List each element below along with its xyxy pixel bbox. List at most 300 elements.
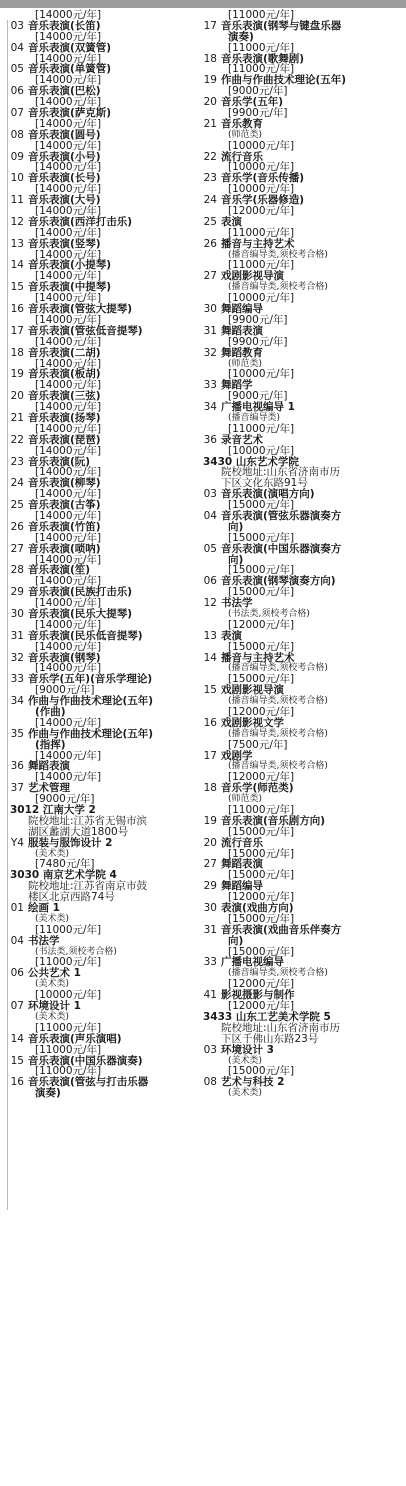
category-note: (播音编导类,须校考合格) (228, 663, 328, 674)
major-name: 音乐表演(演唱方向) (221, 488, 315, 501)
tuition-fee: [15000元/年] (228, 847, 295, 860)
major-name: 音乐表演(单簧管) (28, 63, 112, 76)
major-name: 广播电视编导 (221, 956, 284, 969)
major-name: 音乐表演(长笛) (28, 19, 101, 32)
school-name: 南京艺术学院 4 (39, 869, 117, 882)
tuition-fee: [14000元/年] (35, 716, 102, 729)
major-code: 14 (10, 259, 24, 272)
tuition-fee: [14000元/年] (35, 662, 102, 675)
tuition-fee: [9900元/年] (228, 107, 288, 120)
major-name: 舞蹈编导 (221, 303, 263, 316)
major-code: 07 (10, 107, 24, 120)
tuition-fee: [11000元/年] (228, 63, 295, 76)
major-code: 25 (203, 215, 217, 228)
major-name: 音乐学(五年) (221, 96, 284, 109)
right-column (203, 10, 393, 1099)
tuition-fee: [15000元/年] (228, 564, 295, 577)
major-code: 30 (203, 303, 217, 316)
major-code: 06 (203, 575, 217, 588)
tuition-fee: [14000元/年] (35, 9, 102, 21)
tuition-fee: [15000元/年] (228, 1065, 295, 1078)
major-code: 36 (10, 760, 24, 773)
category-note: (书法类,须校考合格) (35, 946, 117, 957)
tuition-fee: [14000元/年] (35, 270, 102, 283)
major-entry (10, 239, 200, 250)
major-code: 21 (203, 117, 217, 130)
major-name: 音乐表演(钢琴) (28, 651, 101, 664)
major-name: 绘画 1 (28, 902, 60, 915)
tuition-fee: [11000元/年] (228, 41, 295, 54)
major-name: 音乐表演(笙) (28, 564, 91, 577)
major-entry (203, 838, 393, 849)
category-note: (播音编导类,须校考合格) (228, 696, 328, 707)
major-name: 音乐表演(圆号) (28, 128, 101, 141)
tuition-fee: [7500元/年] (228, 738, 288, 751)
tuition-fee: [10000元/年] (228, 161, 295, 174)
tuition-fee: [11000元/年] (228, 259, 295, 272)
major-code: 35 (10, 727, 24, 740)
major-code: 17 (10, 324, 24, 337)
major-code: 25 (10, 499, 24, 512)
major-code: 28 (10, 564, 24, 577)
major-name-continued: (作曲) (35, 706, 66, 718)
major-code: 03 (10, 19, 24, 32)
major-entry (10, 43, 200, 54)
major-code: 31 (203, 324, 217, 337)
major-entry (203, 435, 393, 446)
category-note: (播音编导类,须校考合格) (228, 968, 328, 979)
category-note: (美术类) (35, 1011, 70, 1022)
tuition-fee: [15000元/年] (228, 825, 295, 838)
major-name: 音乐表演(中提琴) (28, 281, 112, 294)
major-entry (203, 685, 393, 696)
major-code: 14 (203, 651, 217, 664)
major-name: 音乐表演(管弦大提琴) (28, 303, 133, 316)
major-code: 06 (10, 967, 24, 980)
major-code: 33 (203, 379, 217, 392)
major-name: 音乐表演(中国乐器演奏) (28, 1054, 143, 1067)
major-code: 36 (203, 433, 217, 446)
major-entry (203, 598, 393, 609)
tuition-fee: [11000元/年] (35, 1021, 102, 1034)
major-code: 31 (203, 923, 217, 936)
major-code: 10 (10, 172, 24, 185)
major-name: 舞蹈编导 (221, 880, 263, 893)
major-name-continued: (指挥) (35, 738, 66, 751)
category-note: (师范类) (228, 358, 263, 369)
major-name: 音乐表演(双簧管) (28, 41, 112, 54)
tuition-fee: [9900元/年] (228, 335, 288, 348)
school-address: 下区文化东路91号 (221, 477, 308, 490)
tuition-fee: [11000元/年] (228, 226, 295, 239)
major-entry (203, 751, 393, 762)
major-name: 音乐表演(竹笛) (28, 520, 101, 533)
major-name: 音乐表演(三弦) (28, 390, 101, 403)
major-code: 01 (10, 902, 24, 915)
major-code: 12 (203, 597, 217, 610)
major-name: 音乐表演(扬琴) (28, 411, 101, 424)
major-name: 音乐表演(唢呐) (28, 542, 101, 555)
major-name: 舞蹈表演 (221, 858, 263, 871)
column-divider (7, 20, 8, 1210)
left-column (10, 10, 200, 1099)
major-entry (10, 838, 200, 849)
major-code: 20 (203, 836, 217, 849)
major-name: 音乐表演(民乐大提琴) (28, 607, 133, 620)
major-code: 27 (203, 858, 217, 871)
tuition-fee: [14000元/年] (35, 640, 102, 653)
major-code: Y4 (10, 836, 24, 849)
major-name: 流行音乐 (221, 836, 263, 849)
major-name: 作曲与作曲技术理论(五年) (221, 74, 347, 87)
major-code: 03 (203, 1043, 217, 1056)
major-name: 音乐表演(管弦低音提琴) (28, 324, 143, 337)
tuition-fee: [10000元/年] (228, 139, 295, 152)
major-name: 音乐表演(音乐剧方向) (221, 814, 326, 827)
school-address: 下区千佛山东路23号 (221, 1032, 319, 1045)
major-name: 舞蹈表演 (28, 760, 70, 773)
major-code: 03 (203, 488, 217, 501)
major-code: 34 (203, 401, 217, 414)
school-address: 院校地址:山东省济南市历 (221, 1021, 341, 1034)
tuition-fee: [15000元/年] (228, 869, 295, 882)
category-note: (书法类,须校考合格) (228, 608, 310, 619)
tuition-fee: [10000元/年] (228, 292, 295, 305)
tuition-fee: [14000元/年] (35, 466, 102, 479)
tuition-fee: [10000元/年] (228, 183, 295, 196)
tuition-fee: [15000元/年] (228, 531, 295, 544)
major-entry (203, 1045, 393, 1056)
category-note: (美术类) (35, 913, 70, 924)
major-name: 舞蹈学 (221, 379, 253, 392)
category-note: (播音编导类,须校考合格) (228, 728, 328, 739)
major-entry (10, 348, 200, 359)
major-code: 19 (10, 368, 24, 381)
tuition-fee: [15000元/年] (228, 499, 295, 512)
major-entry (203, 783, 393, 794)
category-note: (美术类) (35, 979, 70, 990)
category-note: (美术类) (228, 1055, 263, 1066)
tuition-fee: [14000元/年] (35, 248, 102, 261)
major-name: 书法学 (221, 597, 253, 610)
major-name: 戏剧影视导演 (221, 270, 284, 283)
tuition-fee: [9000元/年] (35, 684, 95, 697)
major-name: 音乐表演(管弦乐器演奏方 (221, 509, 342, 522)
school-code: 3030 (10, 869, 40, 882)
major-code: 16 (10, 303, 24, 316)
major-code: 09 (10, 150, 24, 163)
major-name: 音乐学(音乐传播) (221, 172, 305, 185)
category-note: (美术类) (35, 848, 70, 859)
major-name: 书法学 (28, 934, 60, 947)
major-name: 作曲与作曲技术理论(五年) (28, 695, 154, 708)
category-note: (播音编导类,须校考合格) (228, 761, 328, 772)
major-code: 12 (10, 215, 24, 228)
tuition-fee: [15000元/年] (228, 673, 295, 686)
tuition-fee: [9000元/年] (228, 85, 288, 98)
major-name: 表演 (221, 215, 242, 228)
major-name: 广播电视编导 1 (221, 401, 295, 414)
tuition-fee: [9000元/年] (35, 793, 95, 806)
tuition-fee: [12000元/年] (228, 771, 295, 784)
tuition-fee: [11000元/年] (228, 422, 295, 435)
major-code: 20 (10, 390, 24, 403)
tuition-fee: [15000元/年] (228, 586, 295, 599)
major-code: 27 (10, 542, 24, 555)
tuition-fee: [14000元/年] (35, 531, 102, 544)
category-note: (播音编导类,须校考合格) (228, 249, 328, 260)
major-code: 32 (10, 651, 24, 664)
major-name: 音乐表演(西洋打击乐) (28, 215, 133, 228)
major-name-continued: 向) (228, 520, 244, 533)
major-code: 29 (203, 880, 217, 893)
tuition-fee: [9000元/年] (228, 390, 288, 403)
major-name: 音乐教育 (221, 117, 263, 130)
major-name: 播音与主持艺术 (221, 651, 295, 664)
tuition-fee: [14000元/年] (35, 205, 102, 218)
tuition-fee: [14000元/年] (35, 30, 102, 43)
major-code: 27 (203, 270, 217, 283)
tuition-fee: [11000元/年] (35, 1065, 102, 1078)
major-code: 14 (10, 1032, 24, 1045)
tuition-fee: [11000元/年] (35, 1043, 102, 1056)
tuition-fee: [12000元/年] (228, 205, 295, 218)
major-code: 05 (203, 542, 217, 555)
major-code: 24 (10, 477, 24, 490)
major-code: 19 (203, 814, 217, 827)
major-name: 音乐表演(柳琴) (28, 477, 101, 490)
major-code: 34 (10, 695, 24, 708)
tuition-fee: [11000元/年] (228, 804, 295, 817)
tuition-fee: [14000元/年] (35, 139, 102, 152)
major-code: 26 (203, 237, 217, 250)
major-code: 23 (203, 172, 217, 185)
tuition-fee: [10000元/年] (35, 989, 102, 1002)
major-code: 18 (10, 346, 24, 359)
major-name: 戏剧影视文学 (221, 716, 284, 729)
major-entry (10, 1001, 200, 1012)
school-code: 3430 (203, 455, 233, 468)
major-name: 音乐表演(小号) (28, 150, 101, 163)
major-name: 音乐表演(琵琶) (28, 433, 101, 446)
major-name-continued: 向) (228, 934, 244, 947)
major-name: 音乐表演(长号) (28, 172, 101, 185)
school-name: 山东工艺美术学院 5 (232, 1010, 331, 1023)
major-code: 16 (203, 716, 217, 729)
major-name: 音乐学(五年)(音乐学理论) (28, 673, 153, 686)
major-code: 15 (203, 684, 217, 697)
tuition-fee: [10000元/年] (228, 368, 295, 381)
major-name: 音乐表演(板胡) (28, 368, 101, 381)
tuition-fee: [15000元/年] (228, 640, 295, 653)
major-entry (203, 119, 393, 130)
major-code: 30 (203, 902, 217, 915)
major-name: 表演(戏曲方向) (221, 902, 294, 915)
tuition-fee: [9900元/年] (228, 313, 288, 326)
major-entry (203, 271, 393, 282)
tuition-fee: [7480元/年] (35, 858, 95, 871)
tuition-fee: [14000元/年] (35, 401, 102, 414)
major-name: 舞蹈表演 (221, 324, 263, 337)
major-code: 16 (10, 1076, 24, 1089)
major-code: 15 (10, 281, 24, 294)
major-name: 播音与主持艺术 (221, 237, 295, 250)
major-name: 音乐表演(中国乐器演奏方 (221, 542, 342, 555)
major-name: 音乐学(乐器修造) (221, 194, 305, 207)
school-code: 3012 (10, 804, 40, 817)
tuition-fee: [11000元/年] (35, 956, 102, 969)
school-name: 山东艺术学院 (232, 455, 299, 468)
major-entry (203, 348, 393, 359)
school-address: 院校地址:山东省济南市历 (221, 466, 341, 479)
major-name: 音乐表演(巴松) (28, 85, 101, 98)
major-name-continued: 向) (228, 553, 244, 566)
tuition-fee: [14000元/年] (35, 183, 102, 196)
tuition-fee: [14000元/年] (35, 313, 102, 326)
major-name: 音乐表演(萨克斯) (28, 107, 112, 120)
major-code: 04 (10, 934, 24, 947)
major-name: 音乐表演(戏曲音乐伴奏方 (221, 923, 342, 936)
tuition-fee: [14000元/年] (35, 618, 102, 631)
category-note: (播音编导类) (228, 412, 281, 423)
major-code: 21 (10, 411, 24, 424)
category-note: (师范类) (228, 129, 263, 140)
major-code: 15 (10, 1054, 24, 1067)
major-entry (10, 968, 200, 979)
tuition-fee: [12000元/年] (228, 1000, 295, 1013)
major-code: 22 (10, 433, 24, 446)
major-name: 录音艺术 (221, 433, 263, 446)
major-name: 音乐表演(小提琴) (28, 259, 112, 272)
major-code: 18 (203, 52, 217, 65)
major-code: 13 (10, 237, 24, 250)
major-name: 音乐表演(古筝) (28, 499, 101, 512)
major-name: 影视摄影与制作 (221, 989, 295, 1002)
tuition-fee: [14000元/年] (35, 749, 102, 762)
tuition-fee: [14000元/年] (35, 226, 102, 239)
major-name: 音乐表演(阮) (28, 455, 91, 468)
major-name: 音乐表演(钢琴与键盘乐器 (221, 19, 342, 32)
major-code: 13 (203, 629, 217, 642)
major-name: 流行音乐 (221, 150, 263, 163)
major-entry (203, 718, 393, 729)
tuition-fee: [15000元/年] (228, 945, 295, 958)
major-code: 23 (10, 455, 24, 468)
major-code: 11 (10, 194, 24, 207)
major-name: 音乐表演(民族打击乐) (28, 586, 133, 599)
major-entry (10, 903, 200, 914)
major-entry (10, 936, 200, 947)
tuition-fee: [14000元/年] (35, 357, 102, 370)
major-code: 17 (203, 19, 217, 32)
tuition-fee: [11000元/年] (228, 9, 295, 21)
major-name: 服装与服饰设计 2 (28, 836, 113, 849)
tuition-fee: [12000元/年] (228, 618, 295, 631)
major-name: 音乐表演(二胡) (28, 346, 101, 359)
tuition-fee: [14000元/年] (35, 379, 102, 392)
tuition-fee: [14000元/年] (35, 509, 102, 522)
major-name: 戏剧影视导演 (221, 684, 284, 697)
tuition-fee: [14000元/年] (35, 771, 102, 784)
major-entry (10, 544, 200, 555)
tuition-fee: [14000元/年] (35, 292, 102, 305)
major-name: 音乐表演(歌舞剧) (221, 52, 305, 65)
tuition-fee: [12000元/年] (228, 706, 295, 718)
school-address: 院校地址:江苏省南京市鼓 (28, 880, 148, 893)
major-entry (203, 957, 393, 968)
major-name: 环境设计 3 (221, 1043, 274, 1056)
major-entry (203, 402, 393, 413)
major-name: 音乐表演(竖琴) (28, 237, 101, 250)
major-name: 表演 (221, 629, 242, 642)
tuition-fee: [14000元/年] (35, 335, 102, 348)
major-code: 19 (203, 74, 217, 87)
tuition-fee: [14000元/年] (35, 575, 102, 588)
tuition-fee: [14000元/年] (35, 117, 102, 130)
tuition-fee: [14000元/年] (35, 597, 102, 610)
major-code: 24 (203, 194, 217, 207)
major-entry (10, 435, 200, 446)
major-name: 音乐表演(大号) (28, 194, 101, 207)
major-code: 08 (10, 128, 24, 141)
major-name: 艺术管理 (28, 782, 70, 795)
major-code: 04 (203, 509, 217, 522)
major-code: 30 (10, 607, 24, 620)
category-note: (师范类) (228, 794, 263, 805)
major-entry (203, 1077, 393, 1088)
major-name: 作曲与作曲技术理论(五年) (28, 727, 154, 740)
page-header-bar (0, 0, 406, 8)
major-code: 37 (10, 782, 24, 795)
tuition-fee: [11000元/年] (35, 923, 102, 936)
tuition-fee: [14000元/年] (35, 553, 102, 566)
major-name: 音乐表演(民乐低音提琴) (28, 629, 143, 642)
major-code: 08 (203, 1076, 217, 1089)
school-name: 江南大学 2 (39, 804, 96, 817)
tuition-fee: [14000元/年] (35, 488, 102, 501)
tuition-fee: [14000元/年] (35, 161, 102, 174)
tuition-fee: [12000元/年] (228, 978, 295, 991)
tuition-fee: [14000元/年] (35, 444, 102, 457)
tuition-fee: [15000元/年] (228, 912, 295, 925)
school-address: 湖区蠡湖大道1800号 (28, 825, 129, 838)
major-name: 音乐表演(钢琴演奏方向) (221, 575, 336, 588)
major-code: 06 (10, 85, 24, 98)
major-name: 公共艺术 1 (28, 967, 81, 980)
category-note: (美术类) (228, 1088, 263, 1099)
tuition-fee: [14000元/年] (35, 74, 102, 87)
tuition-fee: [14000元/年] (35, 96, 102, 109)
major-code: 07 (10, 1000, 24, 1013)
major-code: 31 (10, 629, 24, 642)
major-name-continued: 演奏) (35, 1087, 61, 1100)
major-code: 33 (203, 956, 217, 969)
major-code: 17 (203, 749, 217, 762)
major-name: 音乐表演(管弦与打击乐器 (28, 1076, 149, 1089)
school-address: 楼区北京西路74号 (28, 891, 115, 904)
major-entry (203, 653, 393, 664)
major-code: 20 (203, 96, 217, 109)
major-name-continued: 演奏) (228, 30, 254, 43)
major-entry (10, 1034, 200, 1045)
major-name: 环境设计 1 (28, 1000, 81, 1013)
major-name: 音乐学(师范类) (221, 782, 294, 795)
major-code: 33 (10, 673, 24, 686)
major-name: 艺术与科技 2 (221, 1076, 285, 1089)
major-entry (203, 544, 393, 555)
major-name: 戏剧学 (221, 749, 253, 762)
major-code: 29 (10, 586, 24, 599)
